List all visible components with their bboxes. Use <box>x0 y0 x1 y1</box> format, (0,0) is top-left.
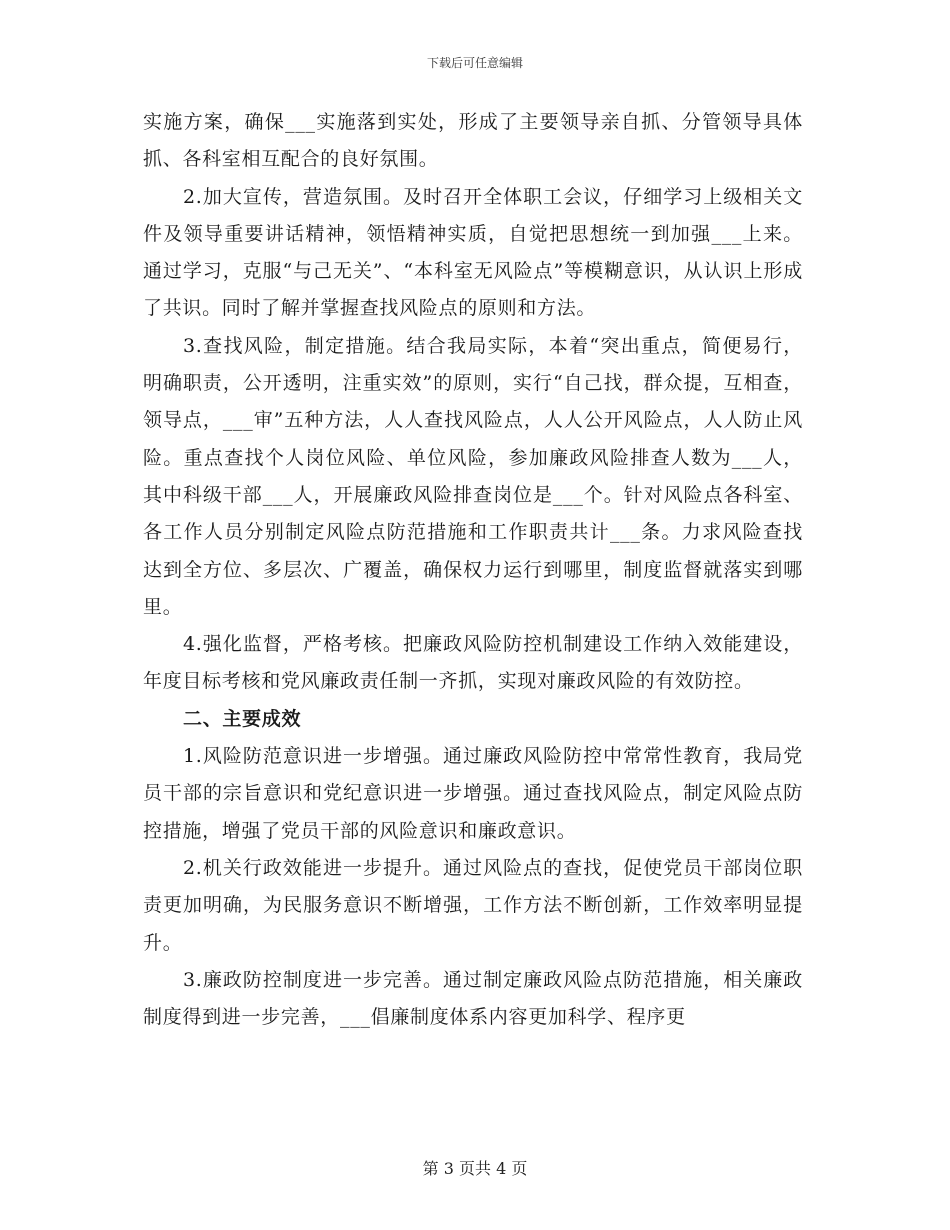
page-header: 下载后可任意编辑 <box>426 56 523 70</box>
paragraph-6: 2.机关行政效能进一步提升。通过风险点的查找，促使党员干部岗位职责更加明确，为民服务意识不断增强，工作方法不断创新，工作效率明显提升。 <box>143 856 803 954</box>
section-heading: 二、主要成效 <box>183 707 302 730</box>
paragraph-4: 4.强化监督，严格考核。把廉政风险防控机制建设工作纳入效能建设，年度目标考核和党风廉政责任制一齐抓，实现对廉政风险的有效防控。 <box>143 633 803 693</box>
page-footer: 第 3 页共 4 页 <box>422 1159 528 1178</box>
document-body <box>143 104 803 1036</box>
paragraph-2: 2.加大宣传，营造氛围。及时召开全体职工会议，仔细学习上级相关文件及领导重要讲话精神，领悟精神实质，自觉把思想统一到加强___上来。通过学习，克服“与己无关”、“本科室无风险点”等模糊意识，从认识上形成了共识。同时了解并掌握查找风险点的原则和方法。 <box>143 185 803 320</box>
paragraph-3: 3.查找风险，制定措施。结合我局实际，本着“突出重点，简便易行，明确职责，公开透明，注重实效”的原则，实行“自己找，群众提，互相查，领导点，___审”五种方法，人人查找风险点，人人公开风险点，人人防止风险。重点查找个人岗位风险、单位风险，参加廉政风险排查人数为___人，其中科级干部___人，开展廉政风险排查岗位是___个。针对风险点各科室、各工作人员分别制定风险点防范措施和工作职责共计___条。力求风险查找达到全方位、多层次、广覆盖，确保权力运行到哪里，制度监督就落实到哪里。 <box>143 334 803 618</box>
paragraph-7: 3.廉政防控制度进一步完善。通过制定廉政风险点防范措施，相关廉政制度得到进一步完善，___倡廉制度体系内容更加科学、程序更 <box>143 968 803 1029</box>
paragraph-1: 实施方案，确保___实施落到实处，形成了主要领导亲自抓、分管领导具体抓、各科室相互配合的良好氛围。 <box>143 111 803 171</box>
paragraph-5: 1.风险防范意识进一步增强。通过廉政风险防控中常常性教育，我局党员干部的宗旨意识和党纪意识进一步增强。通过查找风险点，制定风险点防控措施，增强了党员干部的风险意识和廉政意识。 <box>143 745 803 842</box>
